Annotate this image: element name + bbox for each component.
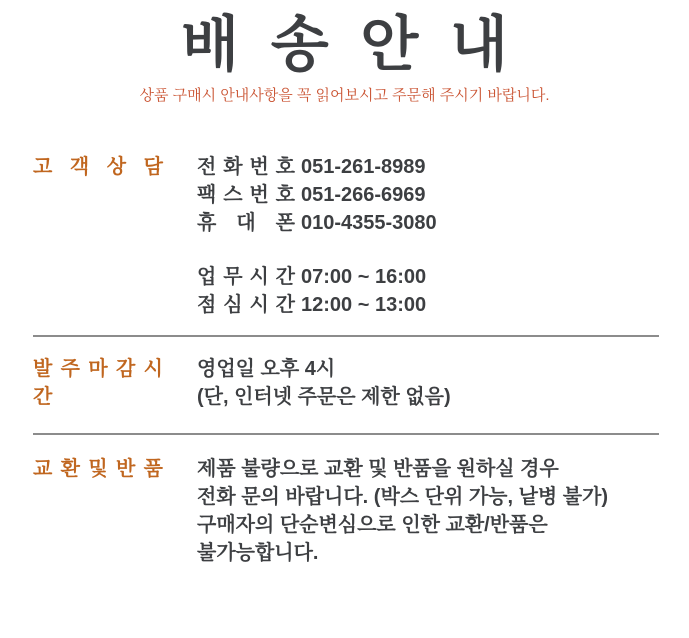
lunch-hours-value: 12:00 ~ 13:00	[301, 294, 427, 316]
exchange-return-content	[197, 455, 689, 567]
page-subtitle: 상품 구매시 안내사항을 꼭 읽어보시고 주문해 주시기 바랍니다.	[139, 87, 550, 104]
exchange-return-line: 전화 문의 바랍니다. (박스 단위 가능, 낱병 불가)	[197, 486, 609, 508]
order-deadline-line: 영업일 오후 4시	[197, 358, 336, 380]
section-exchange-return	[0, 455, 689, 567]
business-hours-value: 07:00 ~ 16:00	[301, 266, 427, 288]
exchange-return-line: 제품 불량으로 교환 및 반품을 원하실 경우	[197, 458, 559, 480]
business-hours-field-label: 업 무 시 간	[197, 266, 295, 288]
section-order-deadline	[0, 355, 689, 411]
mobile-field-label: 휴 대 폰	[197, 212, 295, 234]
business-hours-row	[197, 263, 689, 291]
fax-field-label: 팩 스 번 호	[197, 184, 295, 206]
fax-row	[197, 181, 689, 209]
exchange-return-line: 구매자의 단순변심으로 인한 교환/반품은	[197, 514, 548, 536]
fax-number-value: 051-266-6969	[301, 184, 426, 206]
order-deadline-note: (단, 인터넷 주문은 제한 없음)	[197, 386, 451, 408]
section-divider	[33, 335, 659, 337]
phone-row	[197, 153, 689, 181]
customer-service-label: 고 객 상 담	[33, 156, 163, 178]
order-deadline-content	[197, 355, 689, 411]
section-customer-service	[0, 153, 689, 319]
phone-field-label: 전 화 번 호	[197, 156, 295, 178]
phone-number-value: 051-261-8989	[301, 156, 426, 178]
page-title: 배 송 안 내	[181, 11, 508, 78]
lunch-hours-field-label: 점 심 시 간	[197, 294, 295, 316]
exchange-return-line: 불가능합니다.	[197, 542, 319, 564]
section-divider	[33, 433, 659, 435]
customer-service-content	[197, 153, 689, 319]
exchange-return-label: 교 환 및 반 품	[33, 458, 163, 480]
lunch-hours-row	[197, 291, 689, 319]
mobile-number-value: 010-4355-3080	[301, 212, 437, 234]
order-deadline-label: 발 주 마 감 시 간	[33, 358, 163, 408]
mobile-row	[197, 209, 689, 237]
